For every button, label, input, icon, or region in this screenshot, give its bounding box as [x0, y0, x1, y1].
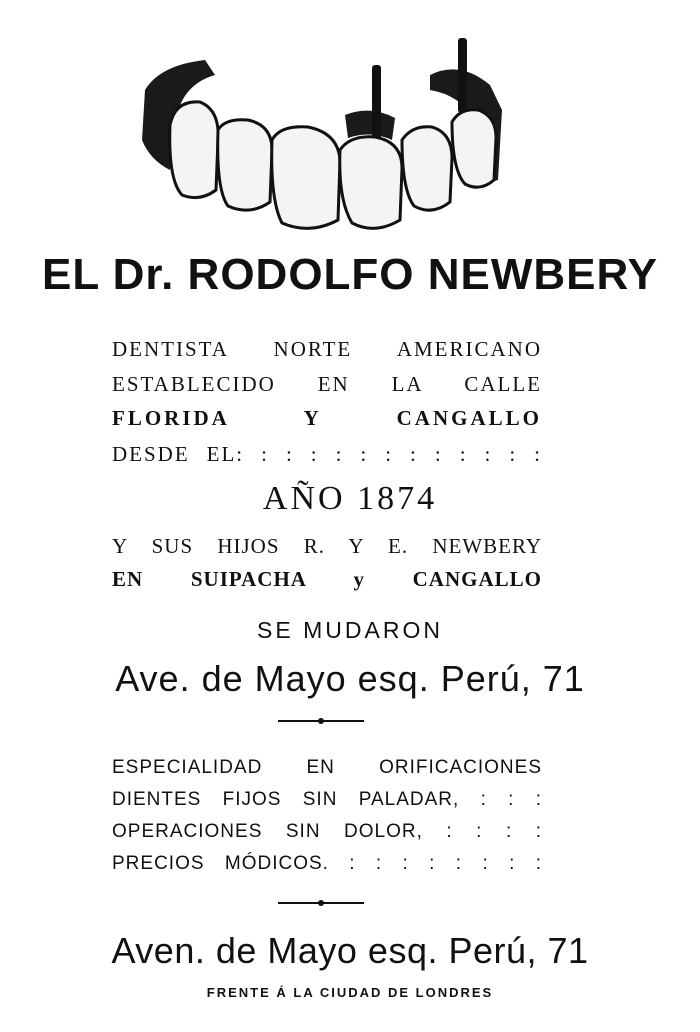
line-dentist: DENTISTA NORTE AMERICANO	[112, 337, 542, 361]
line-sons: Y SUS HIJOS R. Y E. NEWBERY	[112, 534, 542, 558]
footer-note: FRENTE Á LA CIUDAD DE LONDRES	[206, 985, 494, 1000]
address-primary: Ave. de Mayo esq. Perú, 71	[115, 658, 585, 699]
specialty-line: OPERACIONES SIN DOLOR, : : : :	[112, 821, 542, 842]
address-secondary: Aven. de Mayo esq. Perú, 71	[111, 930, 589, 971]
dentures-illustration-icon	[130, 30, 520, 245]
line-established: ESTABLECIDO EN LA CALLE	[112, 372, 542, 396]
line-suipacha: EN SUIPACHA y CANGALLO	[112, 567, 542, 591]
divider-dot	[318, 718, 324, 724]
specialty-line: PRECIOS MÓDICOS. : : : : : : : :	[112, 853, 542, 874]
specialty-line: ESPECIALIDAD EN ORIFICACIONES	[112, 757, 542, 778]
line-since: DESDE EL: : : : : : : : : : : : :	[112, 442, 542, 466]
divider-dot	[318, 900, 324, 906]
line-moved: SE MUDARON	[257, 617, 443, 643]
heading-title: EL Dr. RODOLFO NEWBERY	[41, 250, 659, 299]
specialty-line: DIENTES FIJOS SIN PALADAR, : : :	[112, 789, 542, 810]
line-florida: FLORIDA Y CANGALLO	[112, 406, 542, 430]
line-year: AÑO 1874	[262, 480, 438, 517]
